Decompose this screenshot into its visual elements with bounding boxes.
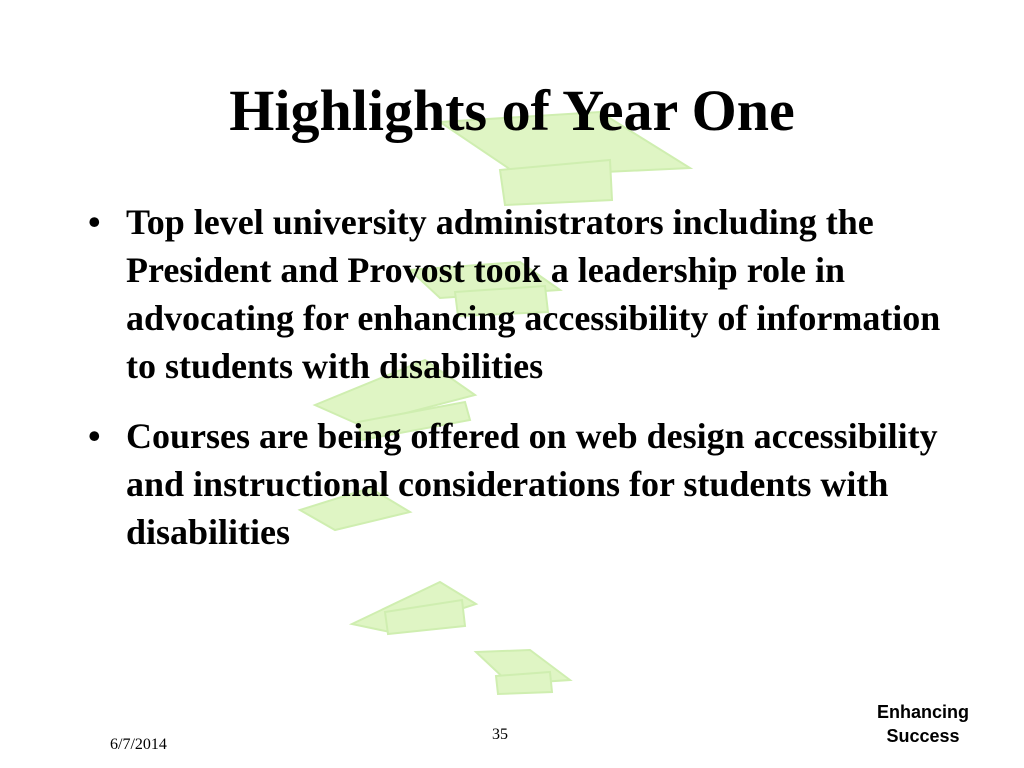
slide-title: Highlights of Year One [229, 78, 795, 143]
bullet-glyph: • [88, 202, 101, 242]
bullet-item [84, 198, 954, 390]
bullet-list [84, 198, 954, 578]
logo-line-1: Enhancing [876, 702, 969, 722]
bullet-glyph: • [88, 416, 101, 456]
logo-line-2: Success [886, 726, 960, 746]
page-number: 35 [492, 726, 508, 743]
bullet-item [84, 412, 954, 556]
bullet-text: Top level university administrators including the President and Provost took a leadership role in advocating for enhancing accessibility of information to students with disabilities [126, 202, 941, 386]
bullet-text: Courses are being offered on web design accessibility and instructional considerations for students with disabilities [126, 416, 938, 552]
enhancing-success-logo [858, 700, 988, 748]
footer-date: 6/7/2014 [110, 736, 167, 753]
mortarboard-icon [476, 650, 570, 694]
mortarboard-icon [352, 582, 476, 634]
